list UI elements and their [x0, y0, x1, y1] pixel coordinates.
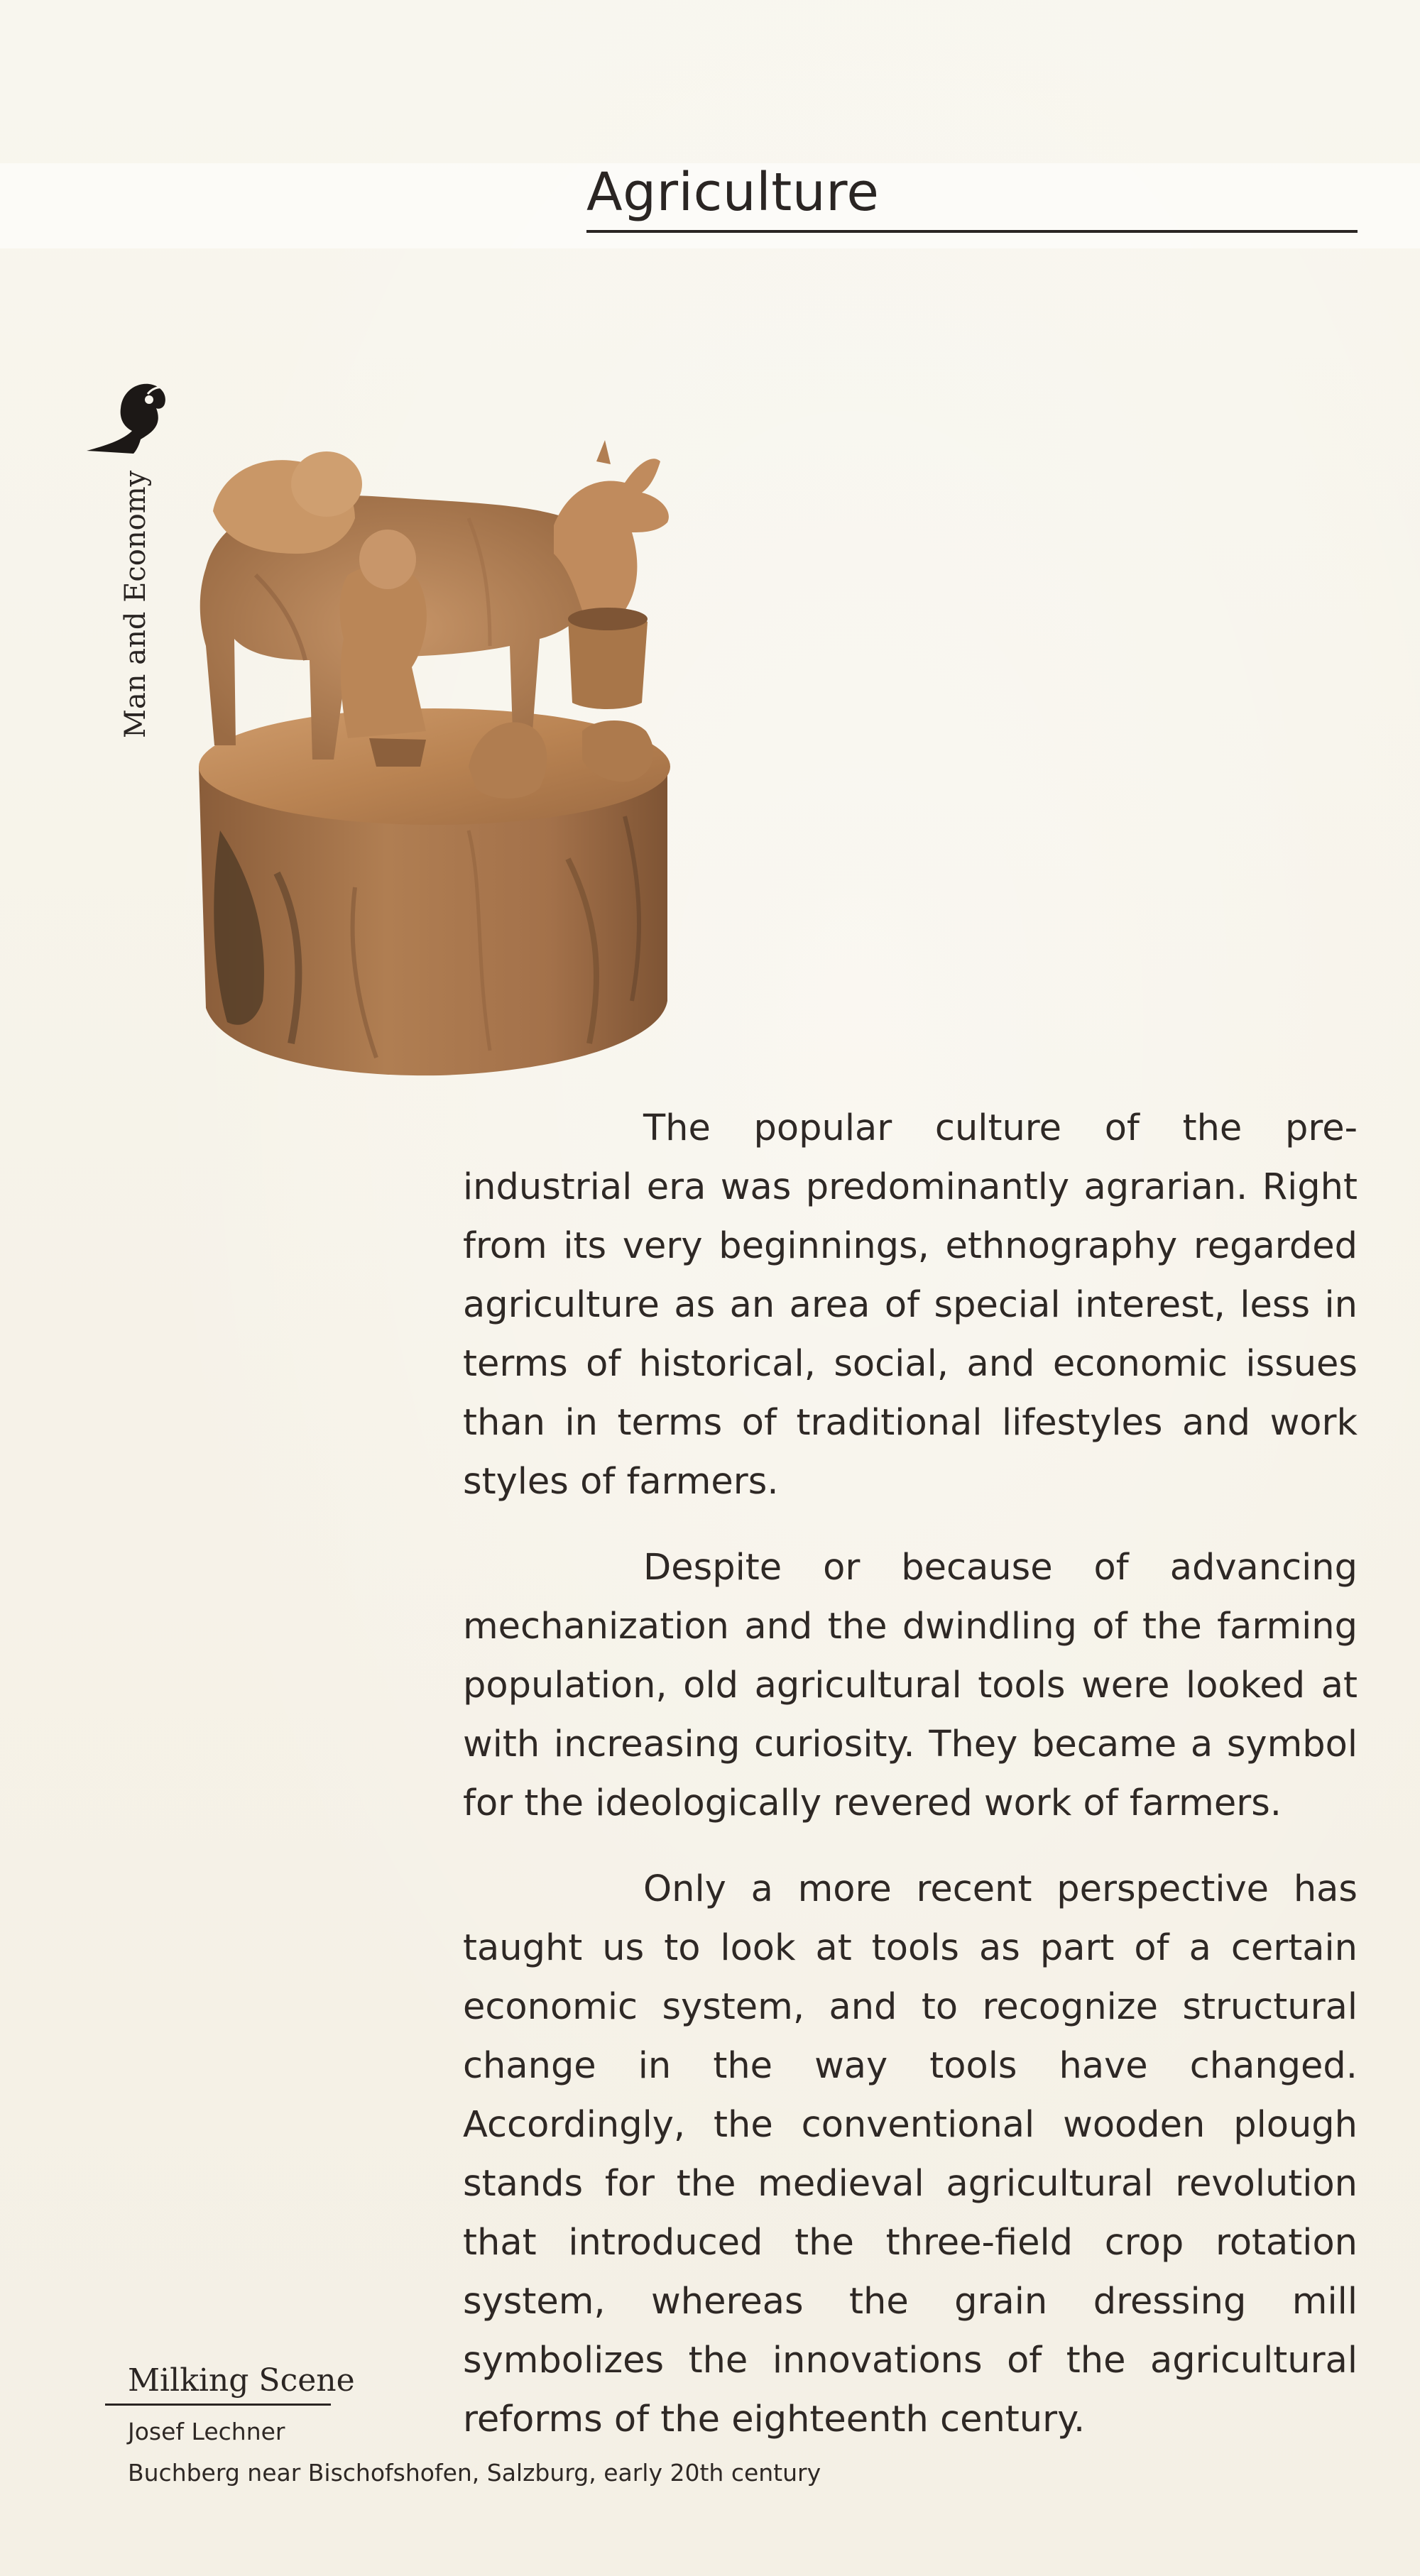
title-underline: [586, 230, 1358, 233]
section-tab: [84, 454, 152, 738]
paragraph-2: Despite or because of advancing mechanization and the dwindling of the farming population, old agricultural tools were looked at with increasing curiosity. They became a symbol for the ideologically revered work of farmers.: [463, 1547, 1358, 1824]
caption-underline: [105, 2404, 331, 2406]
paragraph-1: The popular culture of the pre-industrial era was predominantly agrarian. Right from its very beginnings, ethnography regarded agriculture as an area of special interest, less in terms of historical, social, and economic issues than in terms of traditional lifestyles and work styles of farmers.: [463, 1107, 1358, 1503]
caption-title: Milking Scene: [128, 2362, 355, 2399]
caption-origin: Buchberg near Bischofshofen, Salzburg, early 20th century: [128, 2459, 821, 2487]
caption-artist: Josef Lechner: [128, 2418, 285, 2445]
paragraph-3: Only a more recent perspective has taught us to look at tools as part of a certain economic system, and to recognize structural change in the way tools have changed. Accordingly, the conventional wooden plough stands for the medieval agricultural revolution that introduced the three-field crop rotation system, whereas the grain dressing mill symbolizes the innovations of the agricultural reforms of the eighteenth century.: [463, 1868, 1358, 2440]
section-tab-label: Man and Economy: [119, 470, 152, 738]
figure-caption: [128, 2361, 909, 2494]
page-title: Agriculture: [586, 162, 880, 223]
wooden-milking-sculpture-image: [170, 433, 696, 1093]
article-body: [463, 1099, 1358, 2476]
goat-head-icon: [80, 366, 172, 458]
